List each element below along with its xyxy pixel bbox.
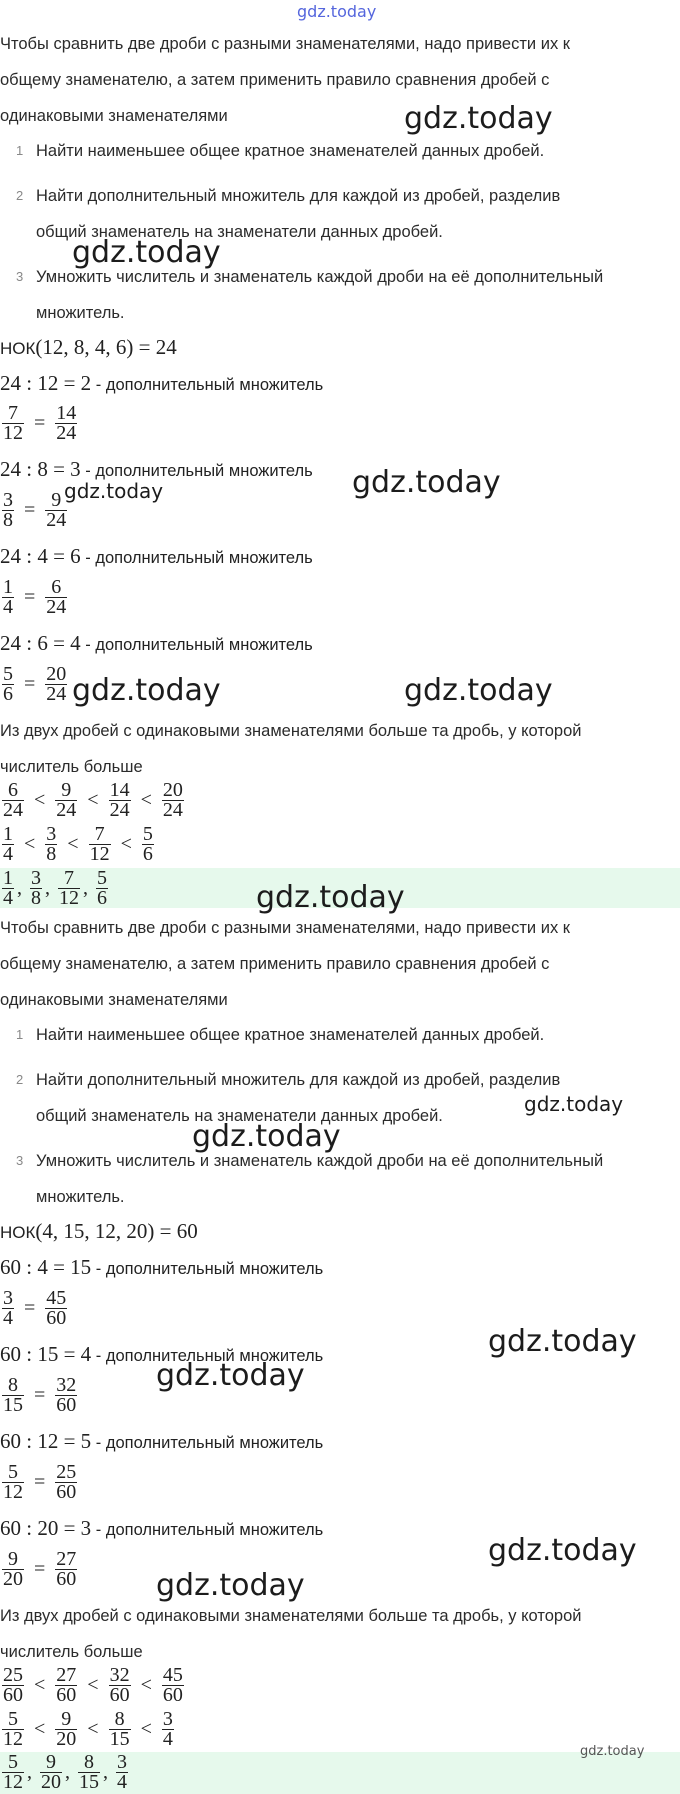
rule-line-2: числитель больше [0,758,143,776]
less-than-sign: < [140,789,152,811]
denominator: 8 [31,887,41,909]
step-text: общий знаменатель на знаменатели данных дробей. [36,223,443,241]
fraction [45,578,67,617]
watermark: gdz.today [524,1092,624,1116]
fraction [78,1753,100,1792]
answer-row [0,1753,130,1792]
step-number: 1 [16,143,24,158]
comparison-row [0,781,186,820]
step-text: Умножить числитель и знаменатель каждой дроби на её дополнительный [36,268,604,286]
numerator: 1 [3,823,13,845]
factor-equation [0,632,313,656]
denominator: 24 [46,596,67,618]
factor-description: - дополнительный множитель [80,549,313,567]
equals-sign: = [24,586,36,608]
factor-description: - дополнительный множитель [80,462,313,480]
fraction [2,781,24,820]
fraction [162,1666,184,1705]
factor-expression: 24 : 6 = 4 [0,631,81,655]
numerator: 32 [109,1664,130,1686]
numerator: 3 [162,1708,173,1730]
fraction [142,825,154,864]
step-text: Умножить числитель и знаменатель каждой дроби на её дополнительный [36,1152,604,1170]
step-text: общий знаменатель на знаменатели данных дробей. [36,1107,443,1125]
less-than-sign: < [34,1674,46,1696]
intro-line-3: одинаковыми знаменателями [0,107,228,125]
step-text: Найти наименьшее общее кратное знаменателей данных дробей. [36,142,545,160]
factor-expression: 60 : 4 = 15 [0,1255,92,1279]
denominator: 20 [56,1728,77,1750]
fraction [162,781,184,820]
denominator: 8 [3,509,13,531]
fraction [55,404,77,443]
step-number: 3 [16,1153,24,1168]
lcm-label: НОК [0,1223,36,1242]
denominator: 20 [3,1568,23,1590]
denominator: 24 [3,799,23,821]
answer-row [0,869,110,908]
denominator: 24 [109,799,130,821]
fraction-conversion [0,1463,79,1502]
fraction [109,1710,131,1749]
intro-line-2: общему знаменателю, а затем применить правило сравнения дробей с [0,71,550,89]
denominator: 60 [56,1684,77,1706]
denominator: 24 [46,509,67,531]
numerator: 9 [51,489,62,511]
comma: , [83,877,88,899]
denominator: 4 [117,1771,127,1793]
denominator: 8 [46,843,57,865]
denominator: 12 [3,422,23,444]
factor-expression: 60 : 15 = 4 [0,1342,92,1366]
factor-expression: 24 : 4 = 6 [0,544,81,568]
denominator: 6 [3,683,13,705]
numerator: 8 [8,1374,18,1396]
watermark: gdz.today [352,465,501,500]
fraction [2,404,24,443]
denominator: 12 [3,1771,23,1793]
numerator: 5 [142,823,153,845]
numerator: 7 [8,402,18,424]
numerator: 9 [8,1548,18,1570]
equals-sign: = [34,412,46,434]
numerator: 5 [8,1751,18,1773]
lcm-expression: (12, 8, 4, 6) = 24 [35,335,177,359]
fraction-conversion [0,1376,79,1415]
denominator: 60 [56,1568,77,1590]
fraction-conversion [0,1289,69,1328]
numerator: 32 [56,1374,77,1396]
numerator: 45 [162,1664,183,1686]
fraction [2,825,14,864]
fraction [109,781,131,820]
less-than-sign: < [120,833,132,855]
numerator: 27 [56,1548,77,1570]
denominator: 15 [79,1771,99,1793]
watermark: gdz.today [192,1119,341,1154]
fraction [116,1753,128,1792]
equals-sign: = [24,499,36,521]
fraction [45,825,57,864]
fraction [2,491,14,530]
less-than-sign: < [140,1674,152,1696]
intro-line-3: одинаковыми знаменателями [0,991,228,1009]
less-than-sign: < [34,789,46,811]
factor-description: - дополнительный множитель [91,1521,324,1539]
less-than-sign: < [87,1674,99,1696]
equals-sign: = [24,673,36,695]
fraction [2,1666,24,1705]
lcm-expression: (4, 15, 12, 20) = 60 [35,1219,198,1243]
denominator: 24 [162,799,183,821]
denominator: 4 [3,887,13,909]
step-number: 2 [16,1072,24,1087]
step-text: Найти дополнительный множитель для каждой из дробей, разделив [36,187,561,205]
factor-description: - дополнительный множитель [91,1434,324,1452]
denominator: 24 [46,683,67,705]
factor-expression: 24 : 8 = 3 [0,457,81,481]
denominator: 60 [109,1684,130,1706]
fraction [45,665,67,704]
comma: , [17,877,22,899]
less-than-sign: < [140,1718,152,1740]
fraction [2,1550,24,1589]
numerator: 27 [56,1664,77,1686]
factor-expression: 60 : 20 = 3 [0,1516,92,1540]
denominator: 4 [3,1307,13,1329]
numerator: 5 [3,663,13,685]
denominator: 20 [41,1771,61,1793]
denominator: 24 [56,799,77,821]
watermark: gdz.today [404,101,553,136]
fraction [55,1463,77,1502]
watermark: gdz.today [256,880,405,915]
step-number: 3 [16,269,24,284]
numerator: 8 [84,1751,94,1773]
intro-line-1: Чтобы сравнить две дроби с разными знаменателями, надо привести их к [0,919,570,937]
comma: , [65,1761,70,1783]
numerator: 3 [31,867,41,889]
equals-sign: = [34,1384,46,1406]
rule-line-2: числитель больше [0,1643,143,1661]
denominator: 4 [162,1728,173,1750]
fraction [109,1666,131,1705]
factor-description: - дополнительный множитель [91,376,324,394]
less-than-sign: < [34,1718,46,1740]
numerator: 5 [97,867,107,889]
step-number: 2 [16,188,24,203]
factor-equation [0,1430,323,1454]
site-header[interactable]: gdz.today [297,2,377,21]
fraction-conversion [0,404,79,443]
fraction [2,869,14,908]
fraction [2,578,14,617]
fraction-conversion [0,491,69,530]
numerator: 1 [3,867,13,889]
numerator: 6 [51,576,62,598]
numerator: 20 [46,663,67,685]
fraction [55,1666,77,1705]
denominator: 6 [142,843,153,865]
numerator: 20 [162,779,183,801]
denominator: 15 [109,1728,130,1750]
denominator: 24 [56,422,77,444]
fraction [45,1289,67,1328]
numerator: 25 [3,1664,23,1686]
numerator: 9 [46,1751,56,1773]
fraction [55,1376,77,1415]
fraction [58,869,80,908]
denominator: 6 [97,887,107,909]
numerator: 5 [8,1708,18,1730]
intro-line-1: Чтобы сравнить две дроби с разными знаменателями, надо привести их к [0,35,570,53]
factor-equation [0,372,323,396]
numerator: 14 [56,402,77,424]
step-text: множитель. [36,304,125,322]
fraction [55,781,77,820]
numerator: 3 [117,1751,127,1773]
denominator: 12 [59,887,79,909]
watermark: gdz.today [156,1568,305,1603]
comma: , [27,1761,32,1783]
step-text: множитель. [36,1188,125,1206]
numerator: 25 [56,1461,77,1483]
denominator: 60 [56,1394,77,1416]
denominator: 60 [46,1307,67,1329]
step-text: Найти наименьшее общее кратное знаменателей данных дробей. [36,1026,545,1044]
fraction-conversion [0,578,69,617]
fraction [40,1753,62,1792]
denominator: 12 [89,843,110,865]
numerator: 3 [3,489,13,511]
factor-description: - дополнительный множитель [80,636,313,654]
less-than-sign: < [24,833,36,855]
denominator: 12 [3,1481,23,1503]
numerator: 3 [3,1287,13,1309]
factor-expression: 24 : 12 = 2 [0,371,92,395]
numerator: 3 [46,823,57,845]
numerator: 7 [64,867,74,889]
fraction [2,1710,24,1749]
factor-equation [0,545,313,569]
denominator: 15 [3,1394,23,1416]
factor-description: - дополнительный множитель [91,1347,324,1365]
fraction [162,1710,174,1749]
equals-sign: = [34,1471,46,1493]
comparison-row [0,1710,176,1749]
comparison-row [0,825,156,864]
watermark: gdz.today [404,673,553,708]
fraction [89,825,111,864]
watermark: gdz.today [64,479,164,503]
fraction [96,869,108,908]
step-number: 1 [16,1027,24,1042]
factor-expression: 60 : 12 = 5 [0,1429,92,1453]
numerator: 5 [8,1461,18,1483]
fraction-conversion [0,665,69,704]
fraction [55,1710,77,1749]
comma: , [103,1761,108,1783]
fraction [2,1753,24,1792]
comma: , [45,877,50,899]
fraction [2,665,14,704]
denominator: 60 [56,1481,77,1503]
rule-line-1: Из двух дробей с одинаковыми знаменателями больше та дробь, у которой [0,722,582,740]
fraction [2,1463,24,1502]
watermark: gdz.today [488,1324,637,1359]
less-than-sign: < [67,833,79,855]
fraction [55,1550,77,1589]
less-than-sign: < [87,789,99,811]
watermark: gdz.today [72,673,221,708]
numerator: 8 [114,1708,125,1730]
lcm-equation [0,1220,198,1244]
watermark: gdz.today [156,1358,305,1393]
lcm-label: НОК [0,339,36,358]
lcm-equation [0,336,177,360]
factor-description: - дополнительный множитель [91,1260,324,1278]
numerator: 9 [61,1708,72,1730]
denominator: 4 [3,843,13,865]
denominator: 4 [3,596,13,618]
watermark: gdz.today [488,1533,637,1568]
denominator: 12 [3,1728,23,1750]
numerator: 14 [109,779,130,801]
numerator: 7 [94,823,105,845]
numerator: 1 [3,576,13,598]
fraction [2,1289,14,1328]
numerator: 45 [46,1287,67,1309]
less-than-sign: < [87,1718,99,1740]
rule-line-1: Из двух дробей с одинаковыми знаменателями больше та дробь, у которой [0,1607,582,1625]
factor-equation [0,1517,323,1541]
watermark: gdz.today [580,1744,645,1759]
denominator: 60 [3,1684,23,1706]
fraction [30,869,42,908]
equals-sign: = [34,1558,46,1580]
watermark: gdz.today [72,235,221,270]
denominator: 60 [162,1684,183,1706]
comparison-row [0,1666,186,1705]
numerator: 6 [8,779,18,801]
intro-line-2: общему знаменателю, а затем применить правило сравнения дробей с [0,955,550,973]
equals-sign: = [24,1297,36,1319]
numerator: 9 [61,779,72,801]
factor-equation [0,1256,323,1280]
fraction-conversion [0,1550,79,1589]
fraction [2,1376,24,1415]
step-text: Найти дополнительный множитель для каждой из дробей, разделив [36,1071,561,1089]
